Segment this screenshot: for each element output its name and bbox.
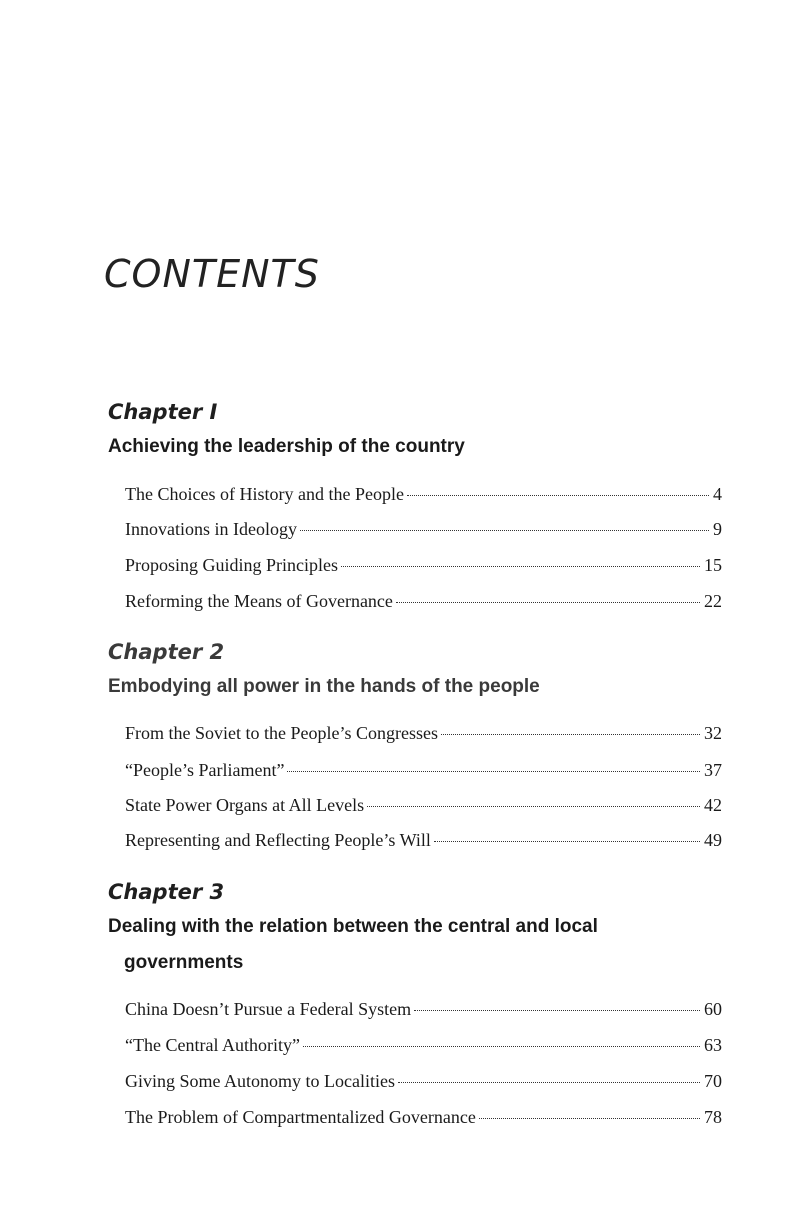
toc-entry-page: 78 bbox=[704, 1107, 722, 1127]
dot-leader bbox=[287, 771, 700, 772]
toc-entry-page: 42 bbox=[704, 795, 722, 815]
dot-leader bbox=[398, 1082, 700, 1083]
toc-entry-title: Reforming the Means of Governance bbox=[125, 591, 393, 611]
toc-entry-page: 70 bbox=[704, 1071, 722, 1091]
dot-leader bbox=[441, 734, 700, 735]
toc-entry[interactable] bbox=[125, 827, 722, 853]
toc-entry-title: The Problem of Compartmentalized Governance bbox=[125, 1107, 476, 1127]
chapter-title-line: Embodying all power in the hands of the people bbox=[108, 676, 540, 697]
dot-leader bbox=[479, 1118, 700, 1119]
dot-leader bbox=[341, 566, 700, 567]
toc-entry[interactable] bbox=[125, 552, 722, 578]
toc-entry-page: 49 bbox=[704, 830, 722, 850]
toc-entry-title: “The Central Authority” bbox=[125, 1035, 300, 1055]
toc-entry[interactable] bbox=[125, 1032, 722, 1058]
toc-entry-title: Giving Some Autonomy to Localities bbox=[125, 1071, 395, 1091]
dot-leader bbox=[396, 602, 700, 603]
chapter-label: Chapter 2 bbox=[108, 640, 225, 664]
toc-entry[interactable] bbox=[125, 1068, 722, 1094]
toc-entry-page: 63 bbox=[704, 1035, 722, 1055]
toc-entry-page: 4 bbox=[713, 484, 722, 504]
toc-entry-page: 37 bbox=[704, 760, 722, 780]
toc-entry[interactable] bbox=[125, 996, 722, 1022]
toc-entry[interactable] bbox=[125, 720, 722, 746]
toc-entry[interactable] bbox=[125, 588, 722, 614]
toc-entry[interactable] bbox=[125, 757, 722, 783]
toc-entry-page: 15 bbox=[704, 555, 722, 575]
toc-entry-page: 60 bbox=[704, 999, 722, 1019]
toc-entry[interactable] bbox=[125, 792, 722, 818]
toc-entry-title: From the Soviet to the People’s Congresses bbox=[125, 723, 438, 743]
toc-entry[interactable] bbox=[125, 481, 722, 507]
dot-leader bbox=[300, 530, 709, 531]
toc-entry[interactable] bbox=[125, 1104, 722, 1130]
toc-entry-page: 32 bbox=[704, 723, 722, 743]
toc-entry-page: 22 bbox=[704, 591, 722, 611]
toc-entry[interactable] bbox=[125, 516, 722, 542]
chapter-title bbox=[108, 669, 668, 705]
chapter-label: Chapter I bbox=[108, 400, 218, 424]
toc-entry-title: Representing and Reflecting People’s Will bbox=[125, 830, 431, 850]
dot-leader bbox=[367, 806, 700, 807]
toc-entry-title: Proposing Guiding Principles bbox=[125, 555, 339, 575]
chapter-title bbox=[108, 909, 668, 981]
dot-leader bbox=[434, 841, 700, 842]
chapter-title-line: governments bbox=[124, 952, 244, 973]
dot-leader bbox=[303, 1046, 700, 1047]
page-title: CONTENTS bbox=[104, 252, 320, 296]
chapter-title-line: Achieving the leadership of the country bbox=[108, 436, 465, 457]
chapter-title bbox=[108, 429, 668, 465]
chapter-title-line: Dealing with the relation between the central and local bbox=[108, 916, 598, 937]
toc-entry-title: Innovations in Ideology bbox=[125, 519, 297, 539]
chapter-label: Chapter 3 bbox=[108, 880, 225, 904]
toc-entry-page: 9 bbox=[713, 519, 722, 539]
toc-entry-title: “People’s Parliament” bbox=[125, 760, 285, 780]
toc-entry-title: China Doesn’t Pursue a Federal System bbox=[125, 999, 412, 1019]
dot-leader bbox=[414, 1010, 700, 1011]
dot-leader bbox=[407, 495, 709, 496]
toc-entry-title: The Choices of History and the People bbox=[125, 484, 404, 504]
toc-entry-title: State Power Organs at All Levels bbox=[125, 795, 365, 815]
